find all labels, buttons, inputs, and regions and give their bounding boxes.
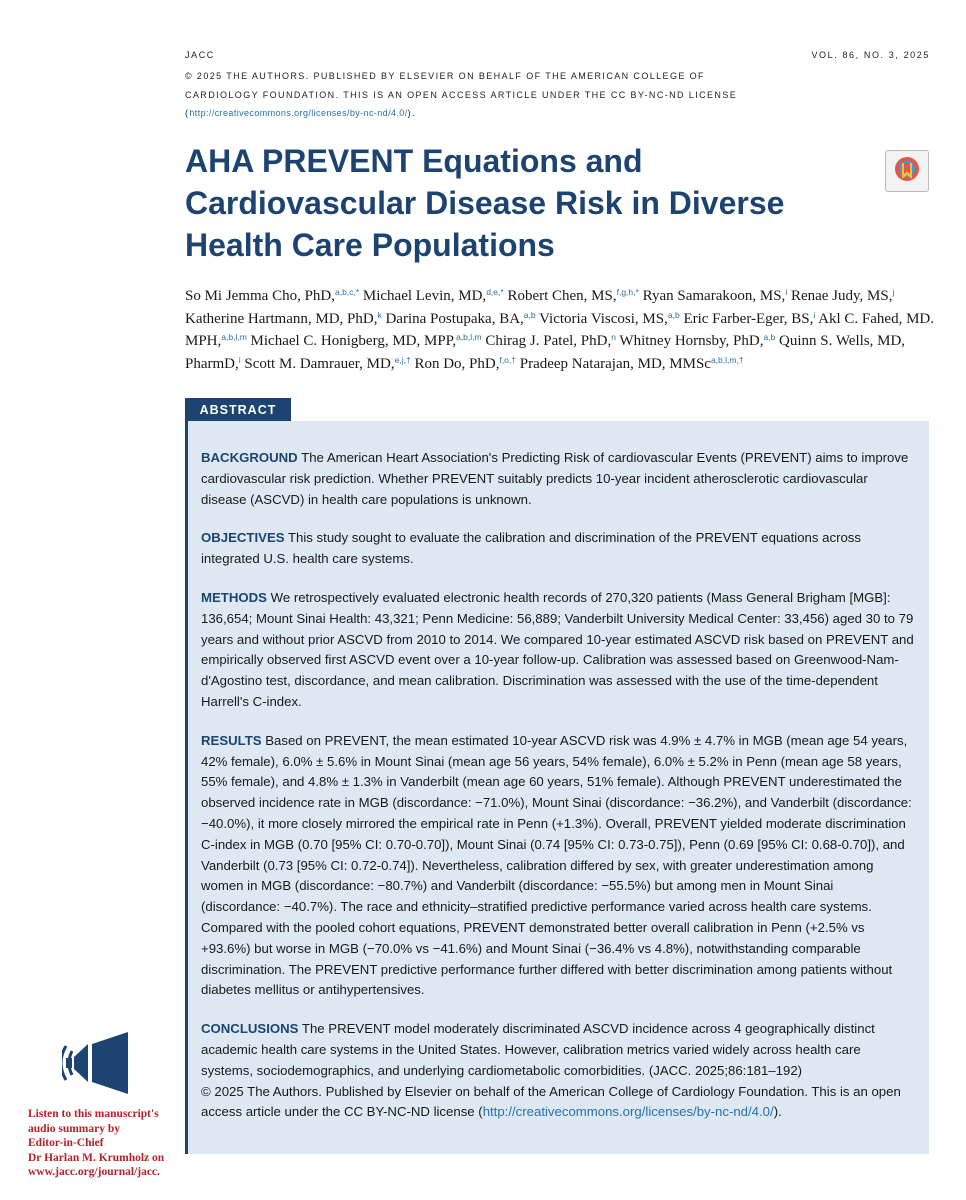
crossmark-icon xyxy=(894,156,920,186)
section-heading: METHODS xyxy=(201,589,267,605)
section-text: The PREVENT model moderately discriminated ASCVD incidence across 4 geographically distinct academic health care systems in the United States. However, calibration metrics varied widely across health care systems, sociodemographics, and underlying cardiometabolic comorbidities. (JACC. 2025;86:181–192) xyxy=(201,1021,875,1078)
author-name: Renae Judy, MS, xyxy=(790,288,893,304)
abstract-results xyxy=(201,731,915,1001)
license-statement: © 2025 The Authors. Published by Elsevier on behalf of the American College of Cardiology Foundation. This is an open access article under the CC BY-NC-ND license ( xyxy=(201,1083,901,1120)
crossmark-button[interactable] xyxy=(885,150,929,192)
author-name: Ron Do, PhD, xyxy=(414,355,500,372)
author-affiliation[interactable]: f,o,† xyxy=(499,354,516,365)
section-heading: OBJECTIVES xyxy=(201,530,285,546)
author-affiliation[interactable]: n xyxy=(611,332,616,342)
author-name: Whitney Hornsby, PhD, xyxy=(619,333,764,349)
abstract-background xyxy=(201,448,915,510)
author xyxy=(251,333,482,349)
author xyxy=(385,311,535,327)
author-affiliation[interactable]: a,b,c,* xyxy=(335,287,360,297)
author-affiliation[interactable]: d,e,* xyxy=(486,287,504,297)
author xyxy=(619,333,775,349)
author-list xyxy=(185,285,935,375)
audio-line: Dr Harlan M. Krumholz on xyxy=(28,1151,165,1164)
author-name: So Mi Jemma Cho, PhD, xyxy=(185,288,336,304)
author-name: Katherine Hartmann, MD, PhD, xyxy=(185,310,378,327)
audio-line: Listen to this manuscript's xyxy=(28,1108,159,1120)
author-affiliation[interactable]: k xyxy=(377,309,382,320)
author-name: Darina Postupaka, BA, xyxy=(385,310,524,327)
author-affiliation[interactable]: a,b,l,m xyxy=(456,332,482,342)
abstract-objectives xyxy=(201,528,915,570)
author-name: Robert Chen, MS, xyxy=(507,288,617,304)
author-name: Michael C. Honigberg, MD, MPP, xyxy=(250,333,457,349)
author-affiliation[interactable]: i xyxy=(238,354,241,365)
section-heading: BACKGROUND xyxy=(201,450,298,465)
audio-summary-note xyxy=(28,1107,178,1180)
abstract-conclusions xyxy=(201,1019,915,1123)
author-affiliation[interactable]: e,j,† xyxy=(394,354,411,365)
author-affiliation[interactable]: a,b,l,m,† xyxy=(710,354,744,365)
speaker-icon[interactable] xyxy=(62,1030,132,1096)
section-text: Based on PREVENT, the mean estimated 10-year ASCVD risk was 4.9% ± 4.7% in MGB (mean age 54 years, 42% female), 6.0% ± 5.6% in Mount Sinai (mean age 56 years, 54% female), 6.0% ± 5.2% in Penn (mean age 58 years, 55% female), and 4.8% ± 1.3% in Vanderbilt (mean age 60 years, 51% female). Although PREVENT underestimated the observed incidence rate in MGB (discordance: −71.0%), Mount Sinai (discordance: −36.2%), and Vanderbilt (discordance: −40.0%), it more closely mirrored the empirical rate in Penn (+1.3%). Overall, PREVENT yielded moderate discrimination C-index in MGB (0.70 [95% CI: 0.70-0.70]), Mount Sinai (0.74 [95% CI: 0.73-0.75]), Penn (0.69 [95% CI: 0.68-0.70]), and Vanderbilt (0.73 [95% CI: 0.72-0.74]). Nevertheless, calibration differed by sex, with greater underestimation among women in MGB (discordance: −80.7%) and Vanderbilt (discordance: −55.5%) but among men in Mount Sinai (discordance: −40.7%). The race and ethnicity–stratified predictive performance varied across health care systems. Compared with the pooled cohort equations, PREVENT demonstrated better overall calibration in Penn (+2.5% vs +93.6%) but worse in MGB (−70.0% vs −41.6%) and Mount Sinai (−36.4% vs 4.8%), notwithstanding comparable discrimination. The PREVENT predictive performance further differed with better discrimination among patients without diabetes mellitus or antihypertensives. xyxy=(201,732,912,998)
author-affiliation[interactable]: a,b,l,m xyxy=(221,332,247,342)
article-title: AHA PREVENT Equations and Cardiovascular Disease Risk in Diverse Health Care Populations xyxy=(185,143,785,263)
author xyxy=(520,356,744,372)
abstract-license-link[interactable]: http://creativecommons.org/licenses/by-nc-nd/4.0/ xyxy=(482,1104,774,1120)
license-suffix: ). xyxy=(773,1104,782,1120)
section-text: We retrospectively evaluated electronic health records of 270,320 patients (Mass General Brigham [MGB]: 136,654; Mount Sinai Health: 43,321; Penn Medicine: 56,889; Vanderbilt University Medical Center: 33,456) aged 30 to 79 years and without prior ASCVD from 2010 to 2014. We compared 10-year estimated ASCVD risk based on PREVENT and empirically observed first ASCVD event over a 10-year follow-up. Calibration was assessed based on Greenwood-Nam-d'Agostino test, discordance, and mean calibration. Discrimination was assessed with the use of the time-dependent Harrell's C-index. xyxy=(201,589,914,709)
audio-link[interactable]: www.jacc.org/journal/jacc. xyxy=(28,1166,160,1178)
abstract-box xyxy=(185,421,929,1154)
journal-name: JACC xyxy=(185,50,215,60)
copyright-notice xyxy=(185,67,745,123)
author-affiliation[interactable]: a,b xyxy=(523,309,536,320)
author xyxy=(507,288,638,304)
abstract-tab: ABSTRACT xyxy=(185,398,291,421)
author-name: Scott M. Damrauer, MD, xyxy=(244,355,395,372)
author-affiliation[interactable]: i xyxy=(813,309,816,320)
author-affiliation[interactable]: a,b xyxy=(667,309,680,320)
author xyxy=(539,311,680,327)
volume-info: VOL. 86, NO. 3, 2025 xyxy=(811,50,930,60)
author-affiliation[interactable]: a,b xyxy=(763,332,776,342)
section-heading: CONCLUSIONS xyxy=(201,1021,299,1037)
author-name: Victoria Viscosi, MS, xyxy=(539,310,668,327)
author-affiliation[interactable]: j xyxy=(892,287,895,297)
author xyxy=(643,288,788,304)
author xyxy=(683,311,815,327)
author-affiliation[interactable]: i xyxy=(785,287,788,297)
copyright-text: © 2025 THE AUTHORS. PUBLISHED BY ELSEVIER ON BEHALF OF THE AMERICAN COLLEGE OF CARDIOLOGY FOUNDATION. THIS IS AN OPEN ACCESS ARTICLE UNDER THE CC BY-NC-ND LICENSE ( xyxy=(185,71,738,118)
author xyxy=(363,288,504,304)
author-affiliation[interactable]: f,g,h,* xyxy=(616,287,639,297)
section-heading: RESULTS xyxy=(201,732,262,748)
author-name: Chirag J. Patel, PhD, xyxy=(485,333,612,349)
author-name: Michael Levin, MD, xyxy=(362,288,487,304)
author xyxy=(485,333,616,349)
author-name: Akl C. Fahed, MD. MPH, xyxy=(185,310,934,349)
section-text: This study sought to evaluate the calibration and discrimination of the PREVENT equations across integrated U.S. health care systems. xyxy=(201,530,861,567)
author xyxy=(185,311,382,327)
author-name: Pradeep Natarajan, MD, MMSc xyxy=(519,355,711,372)
author-name: Ryan Samarakoon, MS, xyxy=(642,288,786,304)
license-link[interactable]: http://creativecommons.org/licenses/by-nc-nd/4.0/ xyxy=(189,108,408,118)
abstract-methods xyxy=(201,588,915,713)
audio-line: Editor-in-Chief xyxy=(28,1137,104,1149)
copyright-suffix: ). xyxy=(407,108,416,118)
audio-line: audio summary by xyxy=(28,1122,121,1135)
author xyxy=(185,288,359,304)
author xyxy=(244,356,410,372)
author-name: Eric Farber-Eger, BS, xyxy=(683,310,814,327)
author-name: Quinn S. Wells, MD, PharmD, xyxy=(185,333,906,372)
author xyxy=(791,288,894,304)
section-text: The American Heart Association's Predicting Risk of cardiovascular Events (PREVENT) aims to improve cardiovascular risk prediction. Whether PREVENT suitably predicts 10-year incident atherosclerotic cardiovascular disease (ASCVD) in health care populations is unknown. xyxy=(201,450,909,507)
author xyxy=(414,356,516,372)
